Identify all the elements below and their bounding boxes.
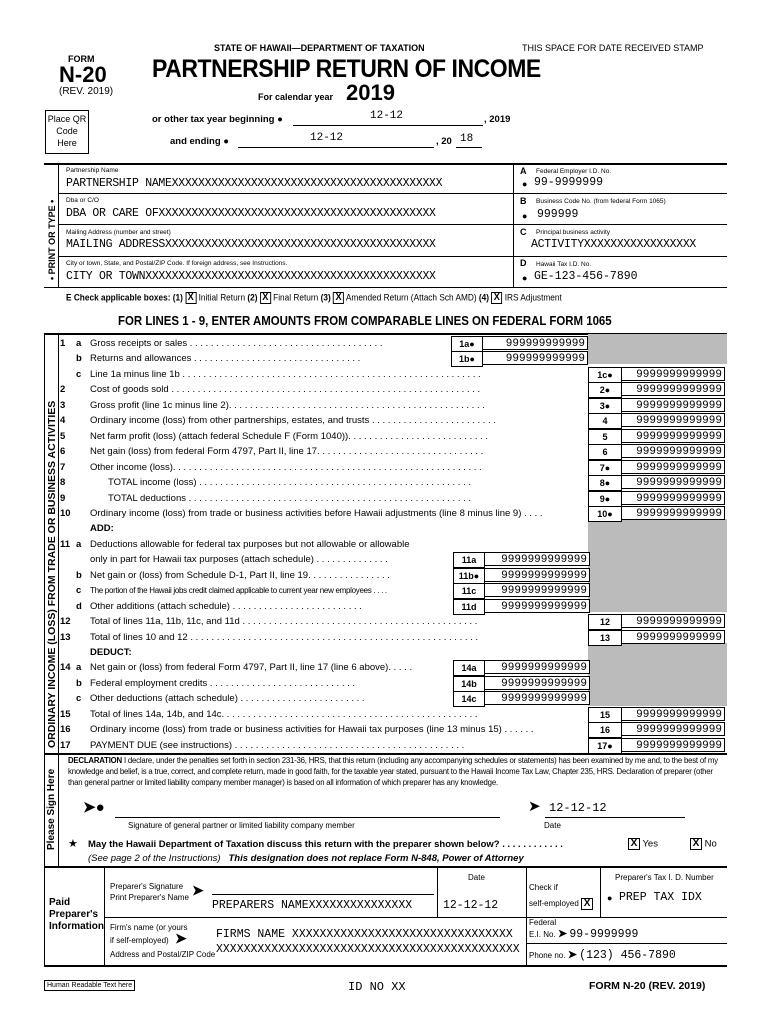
line-amount[interactable]: 9999999999999 (621, 460, 725, 474)
bullet-icon: ● (522, 211, 528, 221)
line-box: 6 (588, 444, 622, 460)
inner-line-amount[interactable]: 9999999999999 (484, 599, 590, 613)
form-line (60, 367, 630, 383)
business-code-field[interactable]: 999999 (537, 208, 579, 221)
preparer-name-field[interactable]: PREPARERS NAMEXXXXXXXXXXXXXXX (212, 899, 413, 912)
line-number: 2 (60, 384, 66, 395)
box-3-num: (3) (320, 292, 331, 303)
form-line (60, 475, 630, 491)
line-number: 5 (60, 431, 66, 442)
business-activity-field[interactable]: ACTIVITYXXXXXXXXXXXXXXXXX (531, 238, 697, 251)
line-amount[interactable]: 9999999999999 (621, 398, 725, 412)
inner-line-box: 1b● (451, 351, 483, 367)
line-description: The portion of the Hawaii jobs credit claimed applicable to current year new employees . . . . (90, 586, 387, 595)
line-amount[interactable]: 9999999999999 (621, 738, 725, 752)
line-sub-letter: a (76, 338, 82, 349)
form-line (60, 537, 630, 553)
ein-field[interactable]: 99-9999999 (569, 928, 639, 941)
line-box: 8● (588, 475, 622, 491)
firm-arrow-icon: ➤ (175, 930, 187, 946)
inner-line-amount[interactable]: 9999999999999 (484, 676, 590, 690)
line-number: 11 (60, 539, 71, 550)
line-description: Deductions allowable for federal tax purposes but not allowable or allowable (90, 539, 410, 550)
federal-ein-label: Federal Employer I.D. No. (536, 168, 612, 175)
agency-name: STATE OF HAWAII—DEPARTMENT OF TAXATION (214, 43, 425, 53)
line-sub-letter: b (76, 353, 82, 364)
dba-label: Dba or C/O (66, 197, 99, 204)
inner-line-amount[interactable]: 9999999999999 (484, 552, 590, 566)
line-amount[interactable]: 9999999999999 (621, 630, 725, 644)
line-box: 10● (588, 506, 622, 522)
box-4-num: (4) (478, 292, 490, 303)
phone-label: Phone no. (529, 951, 566, 960)
form-line (60, 398, 630, 414)
form-line (60, 630, 630, 646)
human-readable-text: Human Readable Text here (44, 980, 135, 991)
year-end-suffix-label: , 20 (436, 136, 452, 147)
line-number: 4 (60, 415, 66, 426)
line-description: Net farm profit (loss) (attach federal Schedule F (Form 1040)). . . . . . . . . . . . . . . . . . . . . . . . . . . (90, 431, 489, 442)
inner-line-box: 14c (453, 691, 485, 707)
partnership-name-label: Partnership Name (66, 167, 119, 174)
inner-line-box: 14b (453, 676, 485, 692)
line-description: Ordinary income (loss) from trade or business activities before Hawaii adjustments (line 8 minus line 9) . . . . (90, 508, 543, 519)
line-box: 2● (588, 382, 622, 398)
designation-text: This designation does not replace Form N-848, Power of Attorney (228, 853, 524, 864)
line-description: Federal employment credits . . . . . . . . . . . . . . . . . . . . . . . . . . . . (90, 678, 356, 689)
line-description: Net gain or (loss) from Schedule D-1, Part II, line 19. . . . . . . . . . . . . . . . (90, 570, 390, 581)
city-field[interactable]: CITY OR TOWNXXXXXXXXXXXXXXXXXXXXXXXXXXXXXXXXXXXXXXXXXXXX (66, 270, 436, 283)
initial-return-label: Initial Return (198, 292, 246, 303)
form-line (60, 460, 630, 476)
item-d-letter: D (520, 258, 527, 268)
line-number: 14 (60, 662, 71, 673)
firm-address-field[interactable]: XXXXXXXXXXXXXXXXXXXXXXXXXXXXXXXXXXXXXXXXXXXX (216, 943, 520, 956)
year-end-suffix-field[interactable]: 18 (460, 133, 474, 145)
form-label: FORM (68, 54, 95, 64)
firm-name-field[interactable]: FIRMS NAME XXXXXXXXXXXXXXXXXXXXXXXXXXXXXXXX (216, 928, 513, 941)
inner-line-box: 11d (453, 599, 485, 615)
line-box: 7● (588, 460, 622, 476)
star-icon: ★ (68, 838, 78, 850)
line-description: Line 1a minus line 1b . . . . . . . . . . . . . . . . . . . . . . . . . . . . . . . . . . . . . . . . . . . . . . . . . . . . . . . . . (90, 369, 481, 380)
see-instructions-note (88, 853, 524, 864)
date-stamp-note: THIS SPACE FOR DATE RECEIVED STAMP (522, 43, 704, 53)
line-amount[interactable]: 9999999999999 (621, 444, 725, 458)
line-number: 17 (60, 740, 71, 751)
line-description: Ordinary income (loss) from other partnerships, estates, and trusts . . . . . . . . . . . . . . . . . . . . . . . . (90, 415, 496, 426)
form-line (60, 506, 630, 522)
firm-address-label: Address and Postal/ZIP Code (110, 950, 216, 959)
firm-name-label-1: Firm's name (or yours (110, 923, 188, 932)
preparer-name-label: Print Preparer's Name (110, 893, 189, 902)
applicable-boxes-row (66, 292, 562, 304)
discuss-no-label: No (704, 838, 717, 850)
line-description: DEDUCT: (90, 647, 132, 658)
year-end-field[interactable]: 12-12 (310, 132, 344, 144)
line-description: Total of lines 11a, 11b, 11c, and 11d . . . . . . . . . . . . . . . . . . . . . . . . . . . . . . . . . . . . . . . . . . . . . (90, 616, 478, 627)
final-return-checkbox[interactable]: X (260, 292, 271, 304)
box-2-num: (2) (247, 292, 258, 303)
amended-return-checkbox[interactable]: X (333, 292, 344, 304)
line-amount[interactable]: 9999999999999 (621, 367, 725, 381)
form-line (60, 722, 630, 738)
calendar-year-label: For calendar year (258, 92, 334, 102)
line-amount[interactable]: 9999999999999 (621, 707, 725, 721)
mailing-address-field[interactable]: MAILING ADDRESSXXXXXXXXXXXXXXXXXXXXXXXXXXXXXXXXXXXXXXXXX (66, 238, 436, 251)
inner-line-amount[interactable]: 9999999999999 (484, 568, 590, 582)
discuss-yes-row (628, 838, 658, 850)
line-sub-letter: c (76, 693, 82, 704)
ein-arrow-icon: ➤ (557, 928, 568, 940)
section-title: FOR LINES 1 - 9, ENTER AMOUNTS FROM COMPARABLE LINES ON FEDERAL FORM 1065 (118, 313, 612, 328)
line-amount[interactable]: 9999999999999 (621, 722, 725, 736)
signature-date-label: Date (544, 821, 561, 830)
line-amount[interactable]: 9999999999999 (621, 506, 725, 520)
bullet-icon: ● (522, 273, 528, 283)
inner-line-amount[interactable]: 9999999999999 (484, 660, 590, 674)
line-description: Total of lines 14a, 14b, and 14c. . . . . . . . . . . . . . . . . . . . . . . . . . . . . . . . . . . . . . . . . . . . . . . . . (90, 709, 478, 720)
line-number: 16 (60, 724, 71, 735)
line-description: Gross receipts or sales . . . . . . . . . . . . . . . . . . . . . . . . . . . . . . . . . . . . . (90, 338, 383, 349)
check-if-label: Check if (529, 883, 558, 892)
form-line (60, 444, 630, 460)
line-amount[interactable]: 9999999999999 (621, 614, 725, 628)
discuss-yes-checkbox[interactable]: X (628, 838, 640, 850)
year-end-label: and ending ● (170, 136, 230, 147)
inner-line-box: 1a● (451, 336, 483, 352)
preparer-date-label: Date (468, 873, 485, 882)
business-activity-label: Principal business activity (536, 229, 611, 236)
item-a-letter: A (520, 166, 527, 176)
line-box: 16 (588, 722, 622, 738)
irs-adjustment-label: IRS Adjustment (504, 292, 562, 303)
declaration-text (68, 755, 728, 788)
preparer-tax-id-field[interactable]: PREP TAX IDX (619, 891, 702, 904)
line-sub-letter: d (76, 601, 82, 612)
line-box: 15 (588, 707, 622, 723)
inner-line-amount[interactable]: 9999999999999 (484, 583, 590, 597)
form-line (60, 521, 630, 537)
line-amount[interactable]: 9999999999999 (621, 413, 725, 427)
phone-row (529, 948, 676, 962)
line-description: Returns and allowances . . . . . . . . . . . . . . . . . . . . . . . . . . . . . . . . (90, 353, 361, 364)
form-number: N-20 (59, 62, 107, 87)
footer-form-name: FORM N-20 (REV. 2019) (589, 980, 706, 992)
city-label: City or town, State, and Postal/ZIP Code. If foreign address, see Instructions. (66, 260, 288, 267)
line-description: Gross profit (line 1c minus line 2). . . . . . . . . . . . . . . . . . . . . . . . . . . . . . . . . . . . . . . . . . . . . . . . . (90, 400, 485, 411)
firm-name-label-2: if self-employed) (110, 936, 169, 945)
inner-line-amount[interactable]: 999999999999 (482, 336, 588, 350)
form-line (60, 429, 630, 445)
signature-arrow-icon: ➤● (83, 799, 105, 816)
form-line (60, 738, 630, 754)
preparer-arrow-icon: ➤ (192, 882, 204, 898)
see-page-text: (See page 2 of the Instructions) (88, 853, 221, 864)
qr-code-placeholder (45, 110, 89, 154)
item-c-letter: C (520, 227, 527, 237)
line-amount[interactable]: 9999999999999 (621, 491, 725, 505)
line-description: Net gain or (loss) from federal Form 4797, Part II, line 17 (line 6 above). . . . . (90, 662, 413, 673)
line-box: 9● (588, 491, 622, 507)
amended-return-label: Amended Return (Attach Sch AMD) (345, 292, 477, 303)
line-number: 8 (60, 477, 66, 488)
inner-line-box: 11a (453, 552, 485, 568)
line-sub-letter: b (76, 678, 82, 689)
line-description: Net gain (loss) from federal Form 4797, Part II, line 17. . . . . . . . . . . . . . . . . . . . . . . . . . . . . . . . (90, 446, 484, 457)
discuss-yes-label: Yes (642, 838, 658, 850)
phone-arrow-icon: ➤ (567, 949, 577, 961)
line-sub-letter: c (76, 369, 82, 380)
line-box: 1c● (588, 367, 622, 383)
self-employed-row (529, 898, 593, 910)
self-employed-checkbox[interactable]: X (581, 898, 593, 910)
bullet-icon: ● (522, 179, 528, 189)
declaration-body: I declare, under the penalties set forth in section 231-36, HRS, that this return (including any accompanying schedules or statements) has been examined by me and, to the best of my knowledge and belief, is a true, correct, and complete return, made in good faith, for the taxable year stated, pursuant to the Hawaii Income Tax Law, Chapter 235, HRS. Declaration of preparer (other than general partner or limited liability company member manager) is based on all information of which preparer has any knowledge. (68, 756, 718, 787)
form-line (60, 645, 630, 661)
line-description: PAYMENT DUE (see instructions) . . . . . . . . . . . . . . . . . . . . . . . . . . . . . . . . . . . . . . . . . . . . (90, 740, 465, 751)
line-number: 15 (60, 709, 71, 720)
bullet-icon: ● (607, 893, 613, 903)
preparer-tax-id-label: Preparer's Tax I. D. Number (615, 873, 714, 882)
form-line (60, 491, 630, 507)
line-description: Total of lines 10 and 12 . . . . . . . . . . . . . . . . . . . . . . . . . . . . . . . . . . . . . . . . . . . . . . . . . . . . . . . (90, 632, 479, 643)
line-amount[interactable]: 9999999999999 (621, 382, 725, 396)
final-return-label: Final Return (273, 292, 319, 303)
discuss-no-checkbox[interactable]: X (690, 838, 702, 850)
paid-preparer-label: Paid Preparer's Information (49, 897, 104, 932)
form-line (60, 707, 630, 723)
irs-adjustment-checkbox[interactable]: X (491, 292, 502, 304)
line-sub-letter: c (76, 585, 82, 596)
self-employed-label: self-employed (529, 899, 579, 909)
form-line (60, 382, 630, 398)
federal-label: Federal (529, 918, 557, 927)
please-sign-here-label: Please Sign Here (46, 768, 57, 850)
inner-line-box: 11b● (453, 568, 485, 584)
ein-row (529, 927, 638, 941)
line-sub-letter: b (76, 570, 82, 581)
line-description: Ordinary income (loss) from trade or business activities for Hawaii tax purposes (line 13 minus 15) . . . . . . (90, 724, 534, 735)
line-sub-letter: a (76, 539, 82, 550)
line-description: TOTAL income (loss) . . . . . . . . . . . . . . . . . . . . . . . . . . . . . . . . . . . . . . . . . . . . . . . . . . . . (108, 477, 472, 488)
year-begin-label: or other tax year beginning ● (152, 114, 283, 125)
line-amount[interactable]: 9999999999999 (621, 429, 725, 443)
item-b-letter: B (520, 196, 527, 206)
line-description: TOTAL deductions . . . . . . . . . . . . . . . . . . . . . . . . . . . . . . . . . . . . . . . . . . . . . . . . . . . . . . (108, 493, 472, 504)
line-box: 17● (588, 738, 622, 754)
line-number: 9 (60, 493, 66, 504)
qr-code-text: Place QR Code Here (47, 114, 87, 148)
line-description: ADD: (90, 523, 114, 534)
form-line (60, 413, 630, 429)
line-number: 1 (60, 338, 66, 349)
form-line (60, 614, 630, 630)
line-amount[interactable]: 9999999999999 (621, 475, 725, 489)
discuss-question: May the Hawaii Department of Taxation discuss this return with the preparer shown below? . . . . . . . . . . . . (88, 839, 563, 850)
line-description: Cost of goods sold . . . . . . . . . . . . . . . . . . . . . . . . . . . . . . . . . . . . . . . . . . . . . . . . . . . . . . . . . . . (90, 384, 481, 395)
line-number: 13 (60, 632, 71, 643)
inner-line-amount[interactable]: 999999999999 (482, 351, 588, 365)
partnership-name-field[interactable]: PARTNERSHIP NAMEXXXXXXXXXXXXXXXXXXXXXXXXXXXXXXXXXXXXXXXXX (66, 177, 443, 190)
signature-date-field[interactable]: 12-12-12 (549, 801, 607, 815)
applicable-boxes-label: E Check applicable boxes: (66, 292, 171, 303)
year-begin-suffix: , 2019 (484, 114, 511, 125)
line-number: 10 (60, 508, 71, 519)
print-or-type-label: • PRINT OR TYPE • (47, 199, 57, 280)
discuss-no-row (690, 838, 717, 850)
line-number: 3 (60, 400, 66, 411)
line-description: Other income (loss). . . . . . . . . . . . . . . . . . . . . . . . . . . . . . . . . . . . . . . . . . . . . . . . . . . . . . . . . . . (90, 462, 482, 473)
line-sub-letter: a (76, 662, 82, 673)
line-description: Other deductions (attach schedule) . . . . . . . . . . . . . . . . . . . . . . . . (90, 693, 365, 704)
hawaii-tax-id-field[interactable]: GE-123-456-7890 (534, 270, 638, 283)
tax-year: 2019 (346, 80, 395, 105)
hawaii-tax-id-label: Hawaii Tax I.D. No. (536, 261, 592, 268)
phone-field[interactable]: (123) 456-7890 (579, 949, 676, 962)
dba-field[interactable]: DBA OR CARE OFXXXXXXXXXXXXXXXXXXXXXXXXXXXXXXXXXXXXXXXXXX (66, 207, 436, 220)
line-box: 4 (588, 413, 622, 429)
line-description: Other additions (attach schedule) . . . . . . . . . . . . . . . . . . . . . . . . . (90, 601, 362, 612)
signature-date-arrow-icon: ➤ (528, 798, 541, 815)
line-box: 13 (588, 630, 622, 646)
line-box: 5 (588, 429, 622, 445)
line-number: 12 (60, 616, 71, 627)
section-side-label: ORDINARY INCOME (LOSS) FROM TRADE OR BUSINESS ACTIVITIES (46, 400, 58, 748)
signature-label: Signature of general partner or limited liability company member (128, 821, 355, 830)
inner-line-box: 14a (453, 660, 485, 676)
line-number: 6 (60, 446, 66, 457)
line-description: only in part for Hawaii tax purposes (attach schedule) . . . . . . . . . . . . . . (90, 554, 388, 565)
inner-line-box: 11c (453, 583, 485, 599)
line-number: 7 (60, 462, 66, 473)
footer-id: ID NO XX (348, 980, 406, 994)
year-begin-field[interactable]: 12-12 (370, 110, 404, 122)
mailing-address-label: Mailing Address (number and street) (66, 229, 171, 236)
box-1-num: (1) (172, 292, 183, 303)
line-box: 3● (588, 398, 622, 414)
form-title: PARTNERSHIP RETURN OF INCOME (152, 55, 541, 83)
preparer-signature-label: Preparer's Signature (110, 882, 184, 891)
initial-return-checkbox[interactable]: X (185, 292, 196, 304)
inner-line-amount[interactable]: 9999999999999 (484, 691, 590, 705)
preparer-date-field[interactable]: 12-12-12 (443, 899, 499, 912)
declaration-title: DECLARATION (68, 756, 122, 765)
federal-ein-field[interactable]: 99-9999999 (534, 176, 604, 189)
form-revision: (REV. 2019) (59, 86, 114, 97)
ein-label: E.I. No. (529, 930, 556, 939)
line-box: 12 (588, 614, 622, 630)
business-code-label: Business Code No. (from federal Form 1065) (536, 198, 666, 205)
